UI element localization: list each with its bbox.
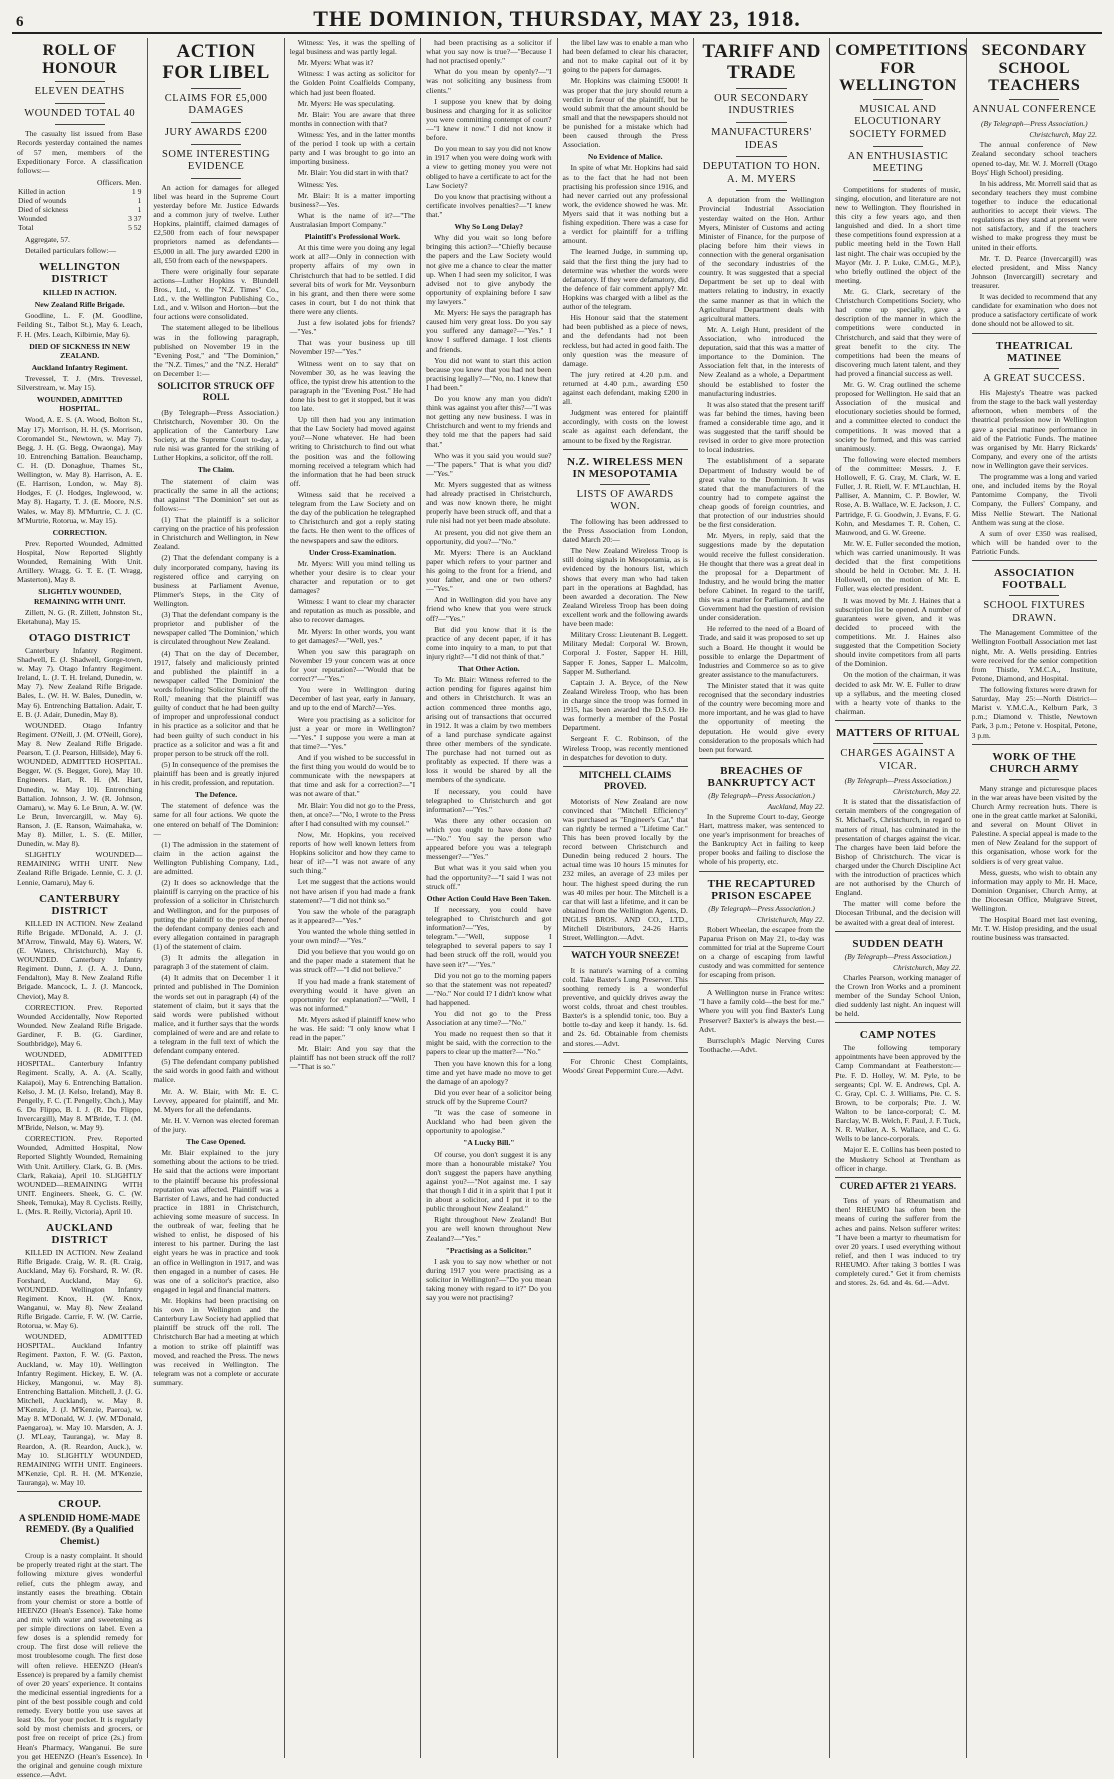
article-paragraph: Mr. Myers suggested that as witness had already practised in Christchurch, and was now known there, he might properly have been struck off, and that a rule nisi had not yet been made absolute. xyxy=(426,480,552,526)
subheading: Why So Long Delay? xyxy=(454,222,524,232)
libel-sub1: CLAIMS FOR £5,000 DAMAGES xyxy=(164,92,268,117)
column-libel-close-and-wireless xyxy=(558,38,694,1758)
dateline: Christchurch, May 22. xyxy=(756,914,825,924)
article-paragraph: Right throughout New Zealand! But you are well known throughout New Zealand?—"Yes." xyxy=(426,1215,552,1243)
article-paragraph: Mr. H. V. Vernon was elected foreman of the jury. xyxy=(153,1115,279,1135)
school-subheading: ANNUAL CONFERENCE xyxy=(972,103,1097,115)
column-tariff-and-trade xyxy=(694,38,830,1758)
casualty-entries: WOUNDED, ADMITTED HOSPITAL. Canterbury Infantry Regiment. Scally, A. A. (A. Scally, Kaiapoi), May 6. Entrenching Battalion. Kelso, J. M. (J. Kelso, Ireland), May 8. Pengelly, F. C. (T. Pengelly, Chch.), May 6. Du Flippo, B. I. J. (R. Du Flippo, Invercargill), May 8. M'Bride, T. J. (M. M'Bride, Nelson, w. May 9). xyxy=(17,1050,143,1133)
byline: (By Telegraph—Press Association.) xyxy=(708,903,815,913)
libel-heading: ACTION FOR LIBEL xyxy=(162,41,270,83)
divider xyxy=(699,871,824,872)
article-paragraph: In his address, Mr. Morrell said that as secondary teachers they must combine together to induce the educational authorities to accept their views. The regulations as they stand at present were not satisfactory, and if the teachers wished to make progress they must be united in their efforts. xyxy=(971,178,1097,252)
casualty-entries: Wood, A. E. S. (A. Wood, Bolton St., May 17). Morrison, H. H. (S. Morrison, Coromandel St., Newtown, w. May 7). Begg, J. H. (G. Begg, Owaonga), May 10. Entrenching Battalion. Beauchamp, C. H. (D. Donaghue, Thames St., Wellington, w. May 8). Harrison, A. E. (E. Harrison, London, w. May 8). Hodges, F. (J. Hodges, Inglewood, w. May 8). Hagarty, T. J. (E. Moore, N.S. Wales, w. May 8). M'Murtrie, C. J. (C. M'Murtrie, Rotorua, w. May 15). xyxy=(17,415,143,525)
article-paragraph: Charles Pearson, working manager of the Crown Iron Works and a prominent member of the Sunday School Union, died suddenly last night. An inquest will be held. xyxy=(835,972,961,1019)
tariff-heading: TARIFF AND TRADE xyxy=(702,41,821,83)
casualty-table xyxy=(17,178,142,232)
column-witness-evidence xyxy=(285,38,421,1758)
subheading: WOUNDED, ADMITTED HOSPITAL. xyxy=(36,395,123,414)
article-paragraph: the libel law was to enable a man who had been defamed to clear his character, and not to make capital out of it by going to the papers for damages. xyxy=(562,38,688,75)
libel-sub3: SOME INTERESTING EVIDENCE xyxy=(162,148,271,173)
subheading: The Defence. xyxy=(194,790,238,800)
article-paragraph: Of course, you don't suggest it is any more than a honourable mistake? You don't suggest the papers have anything against you?—"Not against me. I say that though I did it in a spirit that I put it in about a solicitor, and I put it to the public throughout New Zealand." xyxy=(426,1149,552,1214)
divider xyxy=(873,180,923,181)
table-row xyxy=(17,178,142,187)
subheading: The Case Opened. xyxy=(186,1137,246,1147)
subheading: That Other Action. xyxy=(457,664,520,674)
divider xyxy=(835,720,960,721)
column-competitions xyxy=(830,38,966,1758)
article-paragraph: Mr. Myers: There is an Auckland paper which refers to your partner and his going to the front for a friend, and your father, and one or two others?—"Yes." xyxy=(426,547,552,594)
casualty-entries: Goodline, L. F. (M. Goodline, Feilding St., Talbot St.), May 6. Leach, F. H. (Mrs. Leach, Kilbirnie, May 6). xyxy=(17,311,143,339)
article-paragraph: Mr. Blair: You did not go to the Press, then, at once?—"No, I wrote to the Press after I had consulted with my counsel." xyxy=(289,800,416,828)
competitions-sub2: AN ENTHUSIASTIC MEETING xyxy=(847,150,949,175)
article-paragraph: His Majesty's Theatre was packed from the stage to the back wall yesterday afternoon, when members of the theatrical profession now in Wellington gave a special matinee performance in aid of the Patriotic Funds. The matinee was organised by Mr. Harry Rickards' Company, and every one of the artists now in Wellington gave their services. xyxy=(971,388,1097,471)
article-paragraph: Did you ever hear of a solicitor being struck off by the Supreme Court? xyxy=(426,1087,552,1107)
article-paragraph: Mr. G. W. Crag outlined the scheme proposed for Wellington. He said that an Association of the musical and elocutionary societies should be formed, and a committee elected to conduct the competitions. It was moved that a society be formed, and this was carried unanimously. xyxy=(835,380,961,453)
subheading: The Claim. xyxy=(197,465,235,475)
divider xyxy=(1009,595,1059,596)
divider xyxy=(191,88,241,89)
article-paragraph: Witness: Yes. xyxy=(297,179,339,189)
article-paragraph: Witness: Yes, it was the spelling of legal business and was partly legal. xyxy=(289,38,416,57)
article-paragraph: Mr. Myers: Will you mind telling us whether your desire is to clear your character and reputation or to get damages? xyxy=(289,558,416,596)
article-paragraph: What is the name of it?—"The Australasian Import Company." xyxy=(289,210,416,229)
column-solicitor-practice xyxy=(421,38,557,1758)
casualty-entries: Canterbury Infantry Regiment. Shadwell, E. (J. Shadwell, Gorge-town, w. May 7). Otago Infantry Regiment. Ireland, L. (J. T. H. Ireland, Dunedin, w. May 7). New Zealand Rifle Brigade. Bales, L. (W. H. W. Bales, Dunedin, w. May 6). Entrenching Battalion. Adair, T. E. B. (J. Adair, Dunedin, May 8). xyxy=(17,645,143,719)
peppermint-advert: For Chronic Chest Complaints, Woods' Great Peppermint Cure.—Advt. xyxy=(562,1056,688,1075)
church-army-heading: WORK OF THE CHURCH ARMY xyxy=(989,750,1080,775)
theatre-heading: THEATRICAL MATINEE xyxy=(995,339,1073,364)
article-paragraph: If necessary, you could have telegraphed to Christchurch and got information?—"Yes, by telegram."—"Well, suppose I telegraphed to several papers to say I had been struck off the roll, would you have seen it?"—"Yes." xyxy=(426,904,552,969)
article-paragraph: And if you wished to be successful in the first thing you would do would be to communicate with the newspapers at that time and ask for a correction?—"I was not aware of that." xyxy=(289,752,416,799)
article-paragraph: A deputation from the Wellington Provincial Industrial Association yesterday waited on the Hon. Arthur Myers, Minister of Customs and acting Minister of Finance, for the purpose of placing before him their views in connection with the general organisation of the secondary industries of the country. It was suggested that a special Department be set up to deal with matters relating to industry, in exactly the same manner as that in which the Agricultural Department deals with agricultural matters. xyxy=(698,195,825,323)
casualty-entries: Zillett, N. G. (R. Zillett, Johnston St., Eketahuna), May 15. xyxy=(17,607,143,626)
article-paragraph: had been practising as a solicitor if what you say now is true?—"Because I had not practised openly." xyxy=(426,38,552,66)
article-paragraph: (5) In consequence of the premises the plaintiff has been and is greatly injured in his credit, profession, and reputation. xyxy=(153,759,279,788)
divider xyxy=(736,88,786,89)
casualty-entries: CORRECTION. Prev. Reported Wounded, Admitted Hospital, Now Reported Slightly Wounded, Remaining With Unit. Artillery. Clark, G. B. (Mrs. Clark, Rakaia), April 10. SLIGHTLY WOUNDED—REMAINING WITH UNIT. Engineers. Sheek, G. C. (W. Sheek, Temuka), May 8. Cyclists. Reilly, L. (Mrs. R. Reilly, Victoria), April 10. xyxy=(17,1134,143,1217)
rheumo-advert: Tens of years of Rheumatism and then! RHEUMO has often been the means of curing the sufferer from the aches and pains. Nelson sufferer writes: "I have been a martyr to rheumatism for over 20 years. I used everything without relief, and then I was induced to try RHEUMO. After taking 3 bottles I was completely cured." Get it from chemists and stores. 2s. 6d. and 4s. 6d.—Advt. xyxy=(835,1196,961,1288)
divider xyxy=(563,449,688,450)
tariff-sub2: MANUFACTURERS' IDEAS xyxy=(711,126,812,151)
divider xyxy=(835,1177,960,1178)
football-heading: ASSOCIATION FOOTBALL xyxy=(994,567,1075,592)
article-paragraph: The following has been addressed to the Press Association from London, dated March 20:— xyxy=(562,516,688,545)
district-heading: WELLINGTON DISTRICT xyxy=(38,261,121,286)
article-paragraph: But did you know that it is the practice of any decent paper, if it has come into inquiry to a man, to put that injury right?—"I did not think of that." xyxy=(426,624,552,661)
table-cell: 5 52 xyxy=(128,222,142,232)
divider xyxy=(972,560,1097,561)
roll-aggregate: Aggregate, 57. xyxy=(25,234,70,244)
article-paragraph: Mr. G. Clark, secretary of the Christchurch Competitions Society, who had come up specially, gave a description of the manner in which the competitions were conducted in Christchurch, and said that they were of great benefit to the city. The competitions had been the means of discovering much latent talent, and they had proved a financial success as well. xyxy=(835,286,961,378)
roll-heading: ROLL OF HONOUR xyxy=(42,42,118,77)
article-paragraph: Mr. Myers: What was it? xyxy=(297,58,374,68)
article-paragraph: I ask you to say now whether or not during 1917 you were practising as a solicitor in Wellington?—"Do you mean taking money with regard to it?" Do you say you were not practising? xyxy=(426,1256,552,1303)
article-paragraph: You wanted the whole thing settled in your own mind?—"Yes." xyxy=(289,926,416,946)
mitchell-heading: MITCHELL CLAIMS PROVED. xyxy=(579,770,672,793)
article-paragraph: Why did you wait so long before bringing this action?—"Chiefly because the papers and the Law Society would not give me a chance to clear the matter up. When I had seen my solicitor, I was advised not to give anybody the opportunity of explaining before I saw my lawyers." xyxy=(426,233,552,306)
article-paragraph: It was decided to recommend that any candidate for examination who does not produce a satisfactory certificate of work done should not be allowed to sit. xyxy=(971,292,1097,329)
table-cell: Died of wounds xyxy=(18,195,67,205)
table-cell: 1 xyxy=(137,204,142,214)
divider xyxy=(191,178,241,179)
article-paragraph: Then you have known this for a long time and yet have made no move to get the damage of an apology? xyxy=(426,1058,552,1086)
divider xyxy=(55,124,105,125)
article-paragraph: You did not go to the Press Association at any time?—"No." xyxy=(426,1009,552,1028)
quoted-heading: SOLICITOR STRUCK OFF ROLL xyxy=(157,382,275,404)
divider xyxy=(736,122,786,123)
article-paragraph: The Management Committee of the Wellington Football Association met last night, Mr. A. Wells presiding. Entries were received for the senior competition from Thistle, Y.M.C.A., Institute, Petone, Diamond, and Hospital. xyxy=(971,628,1097,683)
article-paragraph: Mr. Blair: You are aware that three months in connection with that? xyxy=(289,109,416,128)
competitions-heading: COMPETITIONS FOR WELLINGTON xyxy=(835,42,968,95)
article-paragraph: An action for damages for alleged libel was heard in the Supreme Court yesterday before Mr. Justice Edwards and a common jury of twelve. Luther Hopkins, plaintiff, claimed damages of £2,500 from each of four newspaper proprietors named as defendants—£5,000 in all. The jury awarded £200 in all, £50 from each of the newspapers. xyxy=(153,182,279,265)
mitchell-advert: Motorists of New Zealand are now convinced that "Mitchell Efficiency" was purchased as "Engineer's Car," that can rightly be termed a "Lifetime Car." This has been proved locally by the record between Christchurch and Dunedin being reduced 2 hours. The actual time was 10 hours 15 minutes for 232 miles, an average of 23 miles per hour. The highest speed during the run was 40 miles per hour. The Mitchell is a car that will last a lifetime, and it can be obtained from the Wellington Agents, D. INGLIS BROS. AND CO., LTD., Mitchell Distributors, 24-26 Harris Street, Wellington.—Advt. xyxy=(562,796,688,943)
article-paragraph: That was your business up till November 19?—"Yes." xyxy=(289,338,416,357)
divider xyxy=(835,931,960,932)
article-paragraph: The learned Judge, in summing up, said that the first thing the jury had to determine was whether the words were defamatory. If they were defamatory, did the defence of fair comment apply? Mr. Hopkins was charged with a libel as the author of the telegram. xyxy=(562,247,688,312)
article-paragraph: Mr. Blair: It is a matter importing business?—Yes. xyxy=(289,190,416,209)
article-paragraph: The statement alleged to be libellous was in the following paragraph, published on November 19 in the "Evening Post," and "The Dominion," the "N.Z. Times," and the "N.Z. Herald" on December 1:— xyxy=(153,323,279,378)
subheading: Under Cross-Examination. xyxy=(308,547,396,557)
article-paragraph: It is stated that the dissatisfaction of certain members of the congregation of St. Michael's, Christchurch, in regard to matters of ritual, has culminated in the presentation of charges against the vicar. The charges have been laid before the Bishop of Christchurch. The vicar is charged under the Church Discipline Act with the introduction of practices which are not authorised by the Church of England. xyxy=(835,797,961,898)
wireless-heading: N.Z. WIRELESS MEN IN MESOPOTAMIA xyxy=(567,455,684,480)
divider xyxy=(835,1022,960,1023)
article-paragraph: Mr. Blair explained to the jury something about the actions to be tried. He said that the actions were important to the plaintiff because his professional reputation was affected. Plaintiff was a Barrister of Laws, and he had conducted practice in 1881 in Christchurch, achieving some measure of success. In the outbreak of war, feeling that he wished to enlist, he disposed of his interest to his partner. During the last eight years he was in practice and took an office in Wellington in 1917, and was then engaged in a number of cases. He was one of a solicitor's practice, also engaged in legal and financial matters. xyxy=(153,1148,279,1294)
divider xyxy=(55,103,105,104)
article-paragraph: The following fixtures were drawn for Saturday, May 25:—North District—Marist v. Y.M.C.A., Kelburn Park, 3 p.m.; Diamond v. Thistle, Newtown Park, 3 p.m.; Petone v. Hospital, Petone, 3 p.m. xyxy=(971,684,1097,740)
divider xyxy=(972,333,1097,334)
libel-sub2: JURY AWARDS £200 xyxy=(164,126,268,138)
article-paragraph: In spite of what Mr. Hopkins had said as to the fact that he had not been practising his profession since 1916, and had never carried out any professional work, the evidence showed he was. Mr. Myers said that it was nothing but a fishing expedition. There was a case for a verdict for plaintiff for a trifling amount. xyxy=(562,163,688,246)
divider xyxy=(55,81,105,82)
subheading: KILLED IN ACTION. xyxy=(42,288,117,298)
casualty-entries: SLIGHTLY WOUNDED—REMAINING WITH UNIT. New Zealand Rifle Brigade. Lennie, C. J. (J. Lennie, Oamaru), May 6. xyxy=(17,850,143,887)
article-paragraph: The establishment of a separate Department of Industry would be of great value to the Dominion. It was stated that the manufacturers of the country had to compete against the cheap goods of foreign countries, and that protection of our industries should be the first consideration. xyxy=(698,456,825,530)
table-row xyxy=(17,187,142,196)
casualty-entries: WOUNDED, ADMITTED HOSPITAL. Auckland Infantry Regiment. Paxton, F. W. (G. Paxton, Auckland, w. May 10). Wellington Infantry Regiment. Hickey, E. W. (A. Hickey, Mangonui, w. May 8). Entrenching Battalion. Mitchell, J. (J. G. Mitchell, Auckland), w. May 8. M'Kenzie, J. (J. M'Kenzie, Paeroa), w. May 8. M'Donald, W. J. (W. M'Donald, Paengaroa), w. May 10. Marsden, A. J. (J. M'Leay, Tauranga), w. May 8. Reardon, A. (R. Reardon, Auck.), w. May 10. SLIGHTLY WOUNDED, REMAINING WITH UNIT. Engineers. M'Kenzie, Cpl. R. H. (M. M'Kenzie, Tauranga), w. May 10. xyxy=(17,1332,143,1487)
football-subheading: SCHOOL FIXTURES DRAWN. xyxy=(983,600,1086,624)
toothache-advert: Burrscluph's Magic Nerving Cures Toothache.—Advt. xyxy=(698,1035,825,1054)
sneeze-advert: It is nature's warning of a coming cold. Take Baxter's Lung Preserver. This soothing remedy is a wonderful preventive, and quickly drives away the worst colds, throat and chest troubles. Baxter's is a splendid tonic, too. Buy a bottle to-day and keep it handy. 1s. 6d. and 2s. 6d. Obtainable from chemists and stores.—Advt. xyxy=(562,965,688,1048)
article-paragraph: Do you know that practising without a certificate involves penalties?—"I knew that." xyxy=(426,191,552,219)
subheading: Auckland Infantry Regiment. xyxy=(31,362,128,372)
article-paragraph: His Honour said that the statement had been published as a piece of news, and the defendants had not been reckless, but had acted in good faith. The only question was the measure of damage. xyxy=(562,313,688,368)
table-cell: 3 37 xyxy=(128,213,142,223)
subheading: CORRECTION. xyxy=(52,527,107,537)
article-paragraph: Mr. Myers: In other words, you want to get damages?—"Well, yes." xyxy=(289,626,416,645)
casualty-entries: Prev. Reported Wounded, Admitted Hospital, Now Reported Slightly Wounded, Remaining With Unit. Artillery. Wragg, G. T. E. (T. Wragg, Masterton), May 8. xyxy=(17,538,143,585)
article-paragraph: Did you believe that you would go on and the paper made a statement that he was struck off?—"I did not believe." xyxy=(289,947,416,975)
article-paragraph: There were originally four separate actions—Luther Hopkins v. Blundell Bros., Ltd., v. the "N.Z. Times" Co., Ltd., v. the Wellington Publishing Co., Ltd., and v. Wilson and Horton—but the four actions were consolidated. xyxy=(153,266,279,322)
subheading: "A Lucky Bill." xyxy=(463,1138,515,1148)
article-paragraph: Sergeant F. C. Robinson, of the Wireless Troop, was recently mentioned in despatches for devotion to duty. xyxy=(562,734,688,762)
article-paragraph: If you had made a frank statement of everything would it have given an opportunity for explanation?—"Well, I was not informed." xyxy=(289,976,416,1013)
article-paragraph: Mr. Blair: You did start in with that? xyxy=(297,168,409,178)
article-paragraph: Military Cross: Lieutenant B. Leggett. Military Medal: Corporal W. Brown, Corporal J. Foster, Sapper H. Hill, Sapper F. Jones, Sapper L. Malcolm, Sapper M. Sutherland. xyxy=(562,630,688,676)
article-paragraph: "It was the case of someone in Auckland who had been given the opportunity to apologise." xyxy=(426,1108,552,1136)
article-paragraph: Witness: I was acting as solicitor for the Golden Point Coalfields Company, which had just been floated. xyxy=(289,69,416,97)
byline: (By Telegraph—Press Association.) xyxy=(981,119,1088,129)
sneeze-heading: WATCH YOUR SNEEZE! xyxy=(571,951,680,962)
table-cell: 1 xyxy=(137,195,142,205)
column-action-for-libel xyxy=(148,38,284,1758)
dateline: Auckland, May 22. xyxy=(767,801,825,811)
article-paragraph: The following temporary appointments have been approved by the Camp Commandant at Featherston:—Pte. F. D. Holley, W. M. Pyle, to be sergeants; Cpl. W. E. Andrews, Cpl. A. C. Gray, Cpl. C. J. Williams, Pte. C. S. Brown, to be corporals; Pte. J. W. Walton to be lance-corporal; C. M. Barclay, W. B. Welch, F. Paul, J. F. Tuck, N. R. Walker, A. S. Wallace, and C. G. Wells to be lance-corporals. xyxy=(835,1043,961,1144)
article-paragraph: If necessary, you could have telegraphed to Christchurch and got information?—"Yes." xyxy=(426,786,552,814)
article-paragraph: Captain J. A. Bryce, of the New Zealand Wireless Troop, who has been in charge since the troop was formed in 1915, has been awarded the D.S.O. He was formerly a member of the Postal Department. xyxy=(562,677,688,733)
table-cell xyxy=(17,178,83,187)
article-paragraph: To Mr. Blair: Witness referred to the action pending for figures against him and others in Christchurch. It was an action commenced three months ago, arising out of transactions that occurred in 1912. It was a claim by two members of a land purchase syndicate against three other members of the syndicate. The purchase had not turned out as profitably as expected. If there was a loss it would be shared by all the members of the syndicate. xyxy=(426,675,552,785)
masthead-title: THE DOMINION, THURSDAY, MAY 23, 1918. xyxy=(313,6,801,31)
byline: (By Telegraph—Press Association.) xyxy=(844,951,952,961)
article-paragraph: (4) That on the day of December, 1917, falsely and maliciously printed and published the plaintiff in a newspaper called 'The Dominion' the words following: 'Solicitor Struck off the Roll,' meaning that the plaintiff was guilty of conduct that he had been guilty of improper and unprofessional conduct in his practice as a solicitor and that he had been guilty of such conduct in his practice as a solicitor and was a fit and proper person to be struck off the roll. xyxy=(153,648,279,758)
article-paragraph: Witness said that he received a telegram from the Law Society and on the day of the publication he telegraphed to Christchurch and got a reply stating the facts. He then went to the offices of the newspapers and saw the editors. xyxy=(289,490,416,545)
article-paragraph: When you saw this paragraph on November 19 your concern was at once for your reputation?—"Would that be correct?"—"Yes." xyxy=(289,646,416,684)
subheading: Other Action Could Have Been Taken. xyxy=(426,893,551,903)
article-paragraph: Mess, guests, who wish to obtain any information may apply to Mr. H. Mace, Dominion Organiser, Church Army, at the Diocesan Office, Mulgrave Street, Wellington. xyxy=(971,867,1097,914)
article-paragraph: At present, you did not give them an opportunity, did you?—"No." xyxy=(426,527,552,546)
masthead xyxy=(12,6,1102,34)
article-paragraph: (3) It admits the allegation in paragraph 3 of the statement of claim. xyxy=(153,953,279,972)
ritual-subheading: CHARGES AGAINST A VICAR. xyxy=(840,747,956,772)
article-paragraph: You were in Wellington during December of last year, early in January, and up to the end of March?—Yes. xyxy=(289,685,416,713)
table-row xyxy=(17,205,142,214)
article-paragraph: What do you mean by openly?—"I was not soliciting any business from clients." xyxy=(426,67,552,95)
divider xyxy=(873,99,923,100)
article-paragraph: Now, Mr. Hopkins, you received reports of how well known letters from Hopkins solicitor and how they came to hear of it?—"I was not aware of any such thing." xyxy=(289,829,416,876)
article-paragraph: The Minister stated that it was quite recognised that the secondary industries of the country were becoming more and more important, and he was glad to have the opportunity of meeting the deputation. He would give every consideration to the proposals which had been put forward. xyxy=(698,681,825,754)
article-paragraph: Robert Wheelan, the escapee from the Paparua Prison on May 21, to-day was committed for trial at the Supreme Court on a charge of escaping from lawful custody and was committed for sentence for escaping from prison. xyxy=(698,924,825,980)
article-paragraph: Mr. T. D. Pearce (Invercargill) was elected president, and Miss Nancy Johnson (Invercargill) secretary and treasurer. xyxy=(971,253,1097,291)
table-cell: Killed in action xyxy=(18,186,66,196)
divider xyxy=(17,1491,142,1492)
article-paragraph: Did you not go to the morning papers so that the statement was not repeated?—"No." Nor could I? I didn't know what had happened. xyxy=(426,970,552,1007)
article-paragraph: Mr. A. Leigh Hunt, president of the Association, who introduced the deputation, said that this was a matter of importance to the Dominion. The Association felt that, in the interests of New Zealand as a whole, a Department should be established to foster the manufacturing industries. xyxy=(698,324,825,398)
district-heading: CANTERBURY DISTRICT xyxy=(39,892,121,917)
table-cell: Total xyxy=(18,222,34,232)
article-paragraph: Up till then had you any intimation that the Law Society had moved against you?—None whatever. He had been writing to Christchurch to find out what the position was and the following morning received a telegram which had the information that he had been struck off. xyxy=(289,415,416,488)
roll-sub2: WOUNDED TOTAL 40 xyxy=(24,107,136,119)
article-paragraph: Let me suggest that the actions would not have arisen if you had made a frank statement?—"I did not think so." xyxy=(289,877,416,905)
casualty-entries: WOUNDED. Otago Infantry Regiment. O'Neill, J. (M. O'Neill, Gore), May 8. New Zealand Rifle Brigade. Pearson, T. (J. Pearson, Hillside), May 6. WOUNDED, ADMITTED HOSPITAL. Begger, W. (S. Begger, Gore), May 10. Engineers. Hart, R. H. (M. Hart, Dunedin, w. May 10). Entrenching Battalion. Johnson, J. W. (R. Johnson, Oamaru), w. May 6. Le Brun, A. W. (W. Le Brun, Invercargill, w. May 6). Ranson, J. (E. Ranson, Waimahaka, w. May 8). Miller, L. S. (E. Miller, Dunedin, w. May 8). xyxy=(17,720,143,849)
divider xyxy=(972,744,1097,745)
divider xyxy=(191,122,241,123)
article-paragraph: Many strange and picturesque places in the war areas have been visited by the Church Army recreation huts. There is one in the great cattle market at Saloniki, and several on Mount Olivet in Palestine. A special appeal is made to the men of New Zealand for the support of this organisation, whose work for the soldiers is of very great value. xyxy=(971,783,1097,866)
article-paragraph: (2) It does so acknowledge that the plaintiff is carrying on the practice of his profession of a solicitor in Christchurch and Wellington, and for the purposes of putting the plaintiff to the proof thereof the defendant company denies each and every allegation contained in paragraph (1) of the statement of claim. xyxy=(153,878,279,951)
divider xyxy=(873,146,923,147)
table-row xyxy=(17,214,142,223)
table-cell: 1 9 xyxy=(131,186,142,196)
table-cell: Officers. Men. xyxy=(97,177,142,187)
divider xyxy=(563,1052,688,1053)
district-heading: AUCKLAND DISTRICT xyxy=(46,1222,114,1247)
article-paragraph: Mr. Myers: He says the paragraph has caused him very great loss. Do you say you suffered any damage?—"Yes." I know I suffered damage. I lost clients and friends. xyxy=(426,308,552,354)
escape-heading: THE RECAPTURED PRISON ESCAPEE xyxy=(707,877,816,902)
page-number: 6 xyxy=(16,14,24,30)
nurse-advert: A Wellington nurse in France writes: "I have a family cold—the best for me." Where you will you find Baxter's Lung Preserver? Baxter's is always the best.—Advt. xyxy=(698,988,825,1034)
divider xyxy=(736,190,786,191)
wireless-subheading: LISTS OF AWARDS WON. xyxy=(576,488,674,513)
croup-advert: Croup is a nasty complaint. It should be properly treated right at the start. The following mixture gives wonderful relief, cuts the phlegm away, and instantly eases the breathing. Obtain from your chemist or store a bottle of HEENZO (Hean's Essence). Take home and mix with water and sweetening as per simple directions on label. Even a few doses is a splendid remedy for croup. The first dose will relieve the most troublesome cough. The first dose will often relieve. HEENZO (Hean's Essence) is prepared by a family chemist of over 20 years' experience. It contains the medicinal essential ingredients for a pint of the best possible cough and cold remedy. Every bottle you use saves at least 10s. for your pocket. It is regularly sold by most chemists and grocers, or post free on receipt of price (2s.) from Hean's Pharmacy, Wanganui. Be sure you get HEENZO (Hean's Essence). In the original and genuine cough mixture essence.—Advt. xyxy=(17,1551,143,1779)
dateline: Christchurch, May 22. xyxy=(892,787,961,797)
divider xyxy=(563,766,688,767)
casualty-entries: KILLED IN ACTION. New Zealand Rifle Brigade. M'Donald, A. J. (J. M'Arrow, Tinwald, May 6). Waters, W. (E. Waters, Christchurch), May 6. WOUNDED. Canterbury Infantry Regiment. Dunn, J. (J. A. J. Dunn, Fendalton), May 8. New Zealand Rifle Brigade. Mancock, L. J. (J. Mancock, Cheviot), May 8. xyxy=(17,918,143,1001)
district-heading: OTAGO DISTRICT xyxy=(28,631,131,644)
article-paragraph: The jury retired at 4.20 p.m. and returned at 4.40 p.m., awarding £50 against each defendant, making £200 in all. xyxy=(562,369,688,407)
article-paragraph: The New Zealand Wireless Troop is still doing signals in Mesopotamia, as is evidenced by the honours list, which shows that every man who had taken part in the operations at Baghdad, has been awarded a decoration. The New Zealand Wireless Troop has been doing excellent work and the following awards have been made: xyxy=(562,546,688,629)
article-paragraph: (1) The admission in the statement of claim in the action against the Wellington Publishing Company, Ltd., are admitted. xyxy=(153,839,279,877)
article-paragraph: But what was it you said when you had the opportunity?—"I said I was not struck off." xyxy=(426,863,552,891)
camp-notes-heading: CAMP NOTES xyxy=(859,1029,937,1042)
casualty-entries: KILLED IN ACTION. New Zealand Rifle Brigade. Craig, W. R. (R. Craig, Auckland, May 6). Forshard, R. W. (R. Forshard, Auckland, May 6). WOUNDED. Wellington Infantry Regiment. Knox, H. (W. Knox, Wanganui, w. May 8). New Zealand Rifle Brigade. Carrie, F. W. (W. Carrie, Rotorua, w. May 6). xyxy=(17,1248,143,1331)
article-paragraph: (By Telegraph—Press Association.) Christchurch, November 30. On the application of the Canterbury Law Society, at the Supreme Court to-day, a rule nisi was granted for the striking of Luther Hopkins, a solicitor, off the roll. xyxy=(153,407,279,463)
article-paragraph: Was there any other occasion on which you ought to have done that?—"No." You say the person who appeared before you was a telegraph messenger?—"Yes." xyxy=(426,815,552,862)
subheading: DIED OF SICKNESS IN NEW ZEALAND. xyxy=(29,341,131,360)
article-paragraph: Witness: I want to clear my character and reputation as much as possible, and also to recover damages. xyxy=(289,597,416,625)
article-paragraph: Mr. W. E. Fuller seconded the motion, which was carried unanimously. It was decided that the first competitions should be held in October. Mr. J. H. Hollowell, on the motion of Mr. E. Fuller, was elected president. xyxy=(835,538,961,594)
subheading: New Zealand Rifle Brigade. xyxy=(34,300,125,310)
article-paragraph: (2) That the defendant company is a duly incorporated company, having its registered office and carrying on business at Parliament Avenue, Plimmer's Steps, in the City of Wellington. xyxy=(153,553,279,609)
byline: (By Telegraph—Press Association.) xyxy=(708,790,815,800)
divider xyxy=(1009,99,1059,100)
divider xyxy=(699,758,824,759)
article-paragraph: The annual conference of New Zealand secondary school teachers opened to-day, Mr. W. J. Morrell (Otago Boys' High School) presiding. xyxy=(971,140,1097,177)
article-paragraph: Mr. Hopkins was claiming £5000! It was proper that the jury should return a verdict in favour of the plaintiff, but he would submit that the amount should be small and that the newspapers should not be punished for a mistake which had been caused through the Press Association. xyxy=(562,76,688,150)
article-paragraph: Mr. Myers: He was speculating. xyxy=(297,98,395,108)
divider xyxy=(736,156,786,157)
breaches-heading: BREACHES OF BANKRUPTCY ACT xyxy=(707,764,816,789)
table-row xyxy=(17,196,142,205)
article-paragraph: Witness: Yes, and in the latter months of the period I took up with a certain party and I was brought to go into an importing business. xyxy=(289,129,416,167)
article-paragraph: Who was it you said you would sue?—"The papers." That is what you did?—"Yes." xyxy=(426,450,552,478)
article-paragraph: Do you mean to say you did not know in 1917 when you were doing work with a view to getting money you were not obliged to have a certificate to act for the Law Society? xyxy=(426,144,552,190)
divider xyxy=(873,743,923,744)
article-paragraph: Mr. Blair: And you say that the plaintiff has not been struck off the roll?—"That is so." xyxy=(289,1044,416,1072)
article-paragraph: I suppose you knew that by doing business and charging for it as solicitor you were committing contempt of court?—"I knew it now." I did not know it before. xyxy=(426,96,552,143)
divider xyxy=(563,946,688,947)
sudden-death-heading: SUDDEN DEATH xyxy=(852,937,944,950)
cured-heading: CURED AFTER 21 YEARS. xyxy=(839,1181,957,1192)
article-paragraph: (4) It admits that on December 1 it printed and published in The Dominion the words set out in paragraph (4) of the statement of claim, but it says that the said words were published without malice, and it further says that the words complained of were and are and relate to a telegram in the full text of which the defendant company entered. xyxy=(153,973,279,1056)
article-paragraph: In the Supreme Court to-day, George Hart, mattress maker, was sentenced to one year's imprisonment for breaches of the Bankruptcy Act in failing to keep proper books and failing to disclose the whole of his property, etc. xyxy=(698,811,825,867)
column-roll-of-honour xyxy=(12,38,148,1779)
article-paragraph: Mr. Myers, in reply, said that the suggestions made by the deputation would receive the fullest consideration. He thought that there was a great deal in the proposal for a Department of Industry, and he would bring the matter before Cabinet. In regard to the tariff, this was a matter for Parliament, and the Government had the question of revision under consideration. xyxy=(698,531,825,623)
article-paragraph: (5) The defendant company published the said words in good faith and without malice. xyxy=(153,1057,279,1085)
article-paragraph: It was moved by Mr. J. Haines that a subscription list be opened. A number of guarantees were given, and it was decided to proceed with the competitions. Mr. J. Haines also suggested that the Competition Society should invite competitors from all parts of the Dominion. xyxy=(835,595,961,669)
article-paragraph: Mr. A. W. Blair, with Mr. E. C. Levvey, appeared for plaintiff, and Mr. M. Myers for all the defendants. xyxy=(153,1086,279,1114)
subheading: Plaintiff's Professional Work. xyxy=(304,232,401,242)
table-cell: Wounded xyxy=(18,213,47,223)
article-paragraph: The following were elected members of the committee: Messrs. J. F. Hollowell, F. G. Cray, M. Clark, W. E. Fuller, J. R. Riell, W. F. M'Lauchlan, H. Palliser, A. Mannim, C. P. Bowler, W. Rose, A. B. Wallace, W. E. Jackson, J. C. Partridge, F. G. Goodwin, J. Evans, F. G. Kohn, and Mesdames T. R. Cohen, C. Mauwood, and G. W. Greene. xyxy=(835,454,961,537)
article-paragraph: Mr. Hopkins had been practising on his own in Wellington and the Canterbury Law Society had applied that plaintiff be struck off the roll. The Christchurch Bar had a meeting at which a motion to strike off plaintiff was moved, and reached the Press. The news was received in Wellington. The telegram was not a complete or accurate summary. xyxy=(153,1296,279,1387)
article-paragraph: Witness went on to say that on November 30, as he was leaving the office, the typist drew his attention to the paragraph in the "Evening Post." He had done his best to get it stopped, but it was too late. xyxy=(289,358,416,414)
column-school-teachers xyxy=(967,38,1102,1758)
subheading: SLIGHTLY WOUNDED, REMAINING WITH UNIT. xyxy=(33,587,126,606)
article-paragraph: You saw the whole of the paragraph as it appeared?—"Yes." xyxy=(289,906,416,925)
article-paragraph: Do you know any man you didn't think was against you after this?—"I was not getting any new business. I was in Christchurch and went to my friends and they told me that the papers had said that." xyxy=(426,394,552,449)
divider xyxy=(1009,779,1059,780)
article-paragraph: The programme was a long and varied one, and included items by the Royal Pantomime Company, the Tivoli Company, the Fullers' Company, and Miss Nellie Stewart. The National Anthem was sung at the close. xyxy=(971,472,1097,527)
roll-details-follow: Detailed particulars follow:— xyxy=(25,246,117,256)
divider xyxy=(600,484,650,485)
croup-heading: CROUP. xyxy=(58,1498,102,1511)
article-paragraph: The statement of claim was practically the same in all the actions; that against "The Dominion" set out as follows:— xyxy=(153,476,279,513)
article-paragraph: Major E. E. Collins has been posted to the Musketry School at Trentham as officer in charge. xyxy=(835,1145,961,1173)
tariff-sub1: OUR SECONDARY INDUSTRIES xyxy=(714,92,809,117)
article-paragraph: Were you practising as a solicitor for just a year or more in Wellington?—"Yes." I suppose you were a man at that time?—"Yes." xyxy=(289,714,416,751)
article-paragraph: And in Wellington did you have any friend who knew that you were struck off?—"Yes." xyxy=(426,595,552,623)
dateline: Christchurch, May 22. xyxy=(892,962,961,972)
ritual-heading: MATTERS OF RITUAL xyxy=(836,726,960,739)
article-paragraph: Just a few isolated jobs for friends?—"Yes." xyxy=(289,318,416,337)
dateline: Christchurch, May 22. xyxy=(1029,130,1097,140)
article-paragraph: At this time were you doing any legal work at all?—Only in connection with property affairs of my own in Christchurch that had to be settled. I did several bits of work for Mr. Veysonburn in his grant, and then there were some cases in court, but I do not think that there were any clients. xyxy=(289,243,416,316)
article-paragraph: A sum of over £350 was realised, which will be handed over to the Patriotic Funds. xyxy=(971,528,1097,557)
article-paragraph: It was also stated that the present tariff was far behind the times, having been framed a considerable time ago, and it was suggested that the tariff should be revised in order to give more protection to local industries. xyxy=(698,399,825,455)
divider xyxy=(1009,368,1059,369)
school-heading: SECONDARY SCHOOL TEACHERS xyxy=(981,42,1087,95)
casualty-entries: CORRECTION. Prev. Reported Wounded Accidentally, Now Reported Wounded. New Zealand Rifle Brigade. Gardiner, F. B. (G. Gardiner, Southbridge), May 6. xyxy=(17,1002,143,1049)
roll-intro: The casualty list issued from Base Records yesterday contained the names of 57 men, members of the Expeditionary Force. A classification follows:— xyxy=(17,129,143,175)
article-paragraph: Judgment was entered for plaintiff accordingly, with costs on the lowest scale as against each defendant, the amount to be fixed by the Registrar. xyxy=(562,408,688,445)
theatre-subheading: A GREAT SUCCESS. xyxy=(983,372,1086,384)
divider xyxy=(699,983,824,984)
byline: (By Telegraph—Press Association.) xyxy=(844,776,952,786)
table-row xyxy=(17,223,142,232)
article-paragraph: (1) That the plaintiff is a solicitor carrying on the practice of his profession in Christchurch and Wellington, in New Zealand. xyxy=(153,515,279,552)
competitions-sub1: MUSICAL AND ELOCUTIONARY SOCIETY FORMED xyxy=(849,103,947,140)
article-paragraph: On the motion of the chairman, it was decided to ask Mr. W. E. Fuller to draw up a syllabus, and the meeting closed with a hearty vote of thanks to the chairman. xyxy=(835,670,961,716)
divider xyxy=(191,144,241,145)
columns xyxy=(12,38,1102,1779)
article-paragraph: The matter will come before the Diocesan Tribunal, and the decision will be awaited with a great deal of interest. xyxy=(835,899,961,927)
casualty-entries: Trevessel, T. J. (Mrs. Trevessel, Silverstream, w. May 15). xyxy=(17,374,143,393)
article-paragraph: Mr. Myers asked if plaintiff knew who he was. He said: "I only know what I read in the paper." xyxy=(289,1014,416,1043)
subheading: "Practising as a Solicitor." xyxy=(445,1245,532,1255)
tariff-sub3: DEPUTATION TO HON. A. M. MYERS xyxy=(702,161,821,185)
subheading: No Evidence of Malice. xyxy=(587,152,663,162)
article-paragraph: (3) That the defendant company is the proprietor and publisher of the newspaper called 'The Dominion,' which is circulated throughout New Zealand. xyxy=(153,610,279,647)
article-paragraph: The Hospital Board met last evening, Mr. T. W. Hislop presiding, and the usual routine business was transacted. xyxy=(971,915,1097,943)
table-cell: Died of sickness xyxy=(18,204,69,214)
article-paragraph: You did not want to start this action because you knew that you had not been practising legally?—"No, no. I knew that I had been." xyxy=(426,355,552,392)
article-paragraph: You made no request then so that it might be said, with the correction to the papers to clear up the matter?—"No." xyxy=(426,1029,552,1057)
article-paragraph: Competitions for students of music, singing, elocution, and literature are not new to Wellington. They flourished in this city a few years ago, and then languished and died. In a short time these competitions found expression at a public meeting held in the Town Hall last night. The chair was occupied by the Mayor (Mr. J. P. Luke, C.M.G., M.P.), who briefly outlined the object of the meeting. xyxy=(835,184,961,285)
roll-sub1: ELEVEN DEATHS xyxy=(34,86,125,98)
article-paragraph: The statement of defence was the same for all four actions. We quote the one entered on behalf of The Dominion:— xyxy=(153,801,279,838)
article-paragraph: He referred to the need of a Board of Trade, and said it was proposed to set up such a Board. He thought it would be possible to enlarge the Department of Industries and Commerce so as to give greater assistance to the manufacturers. xyxy=(698,624,825,679)
croup-subheading: A SPLENDID HOME-MADE REMEDY. (By a Qualified Chemist.) xyxy=(18,1514,141,1547)
